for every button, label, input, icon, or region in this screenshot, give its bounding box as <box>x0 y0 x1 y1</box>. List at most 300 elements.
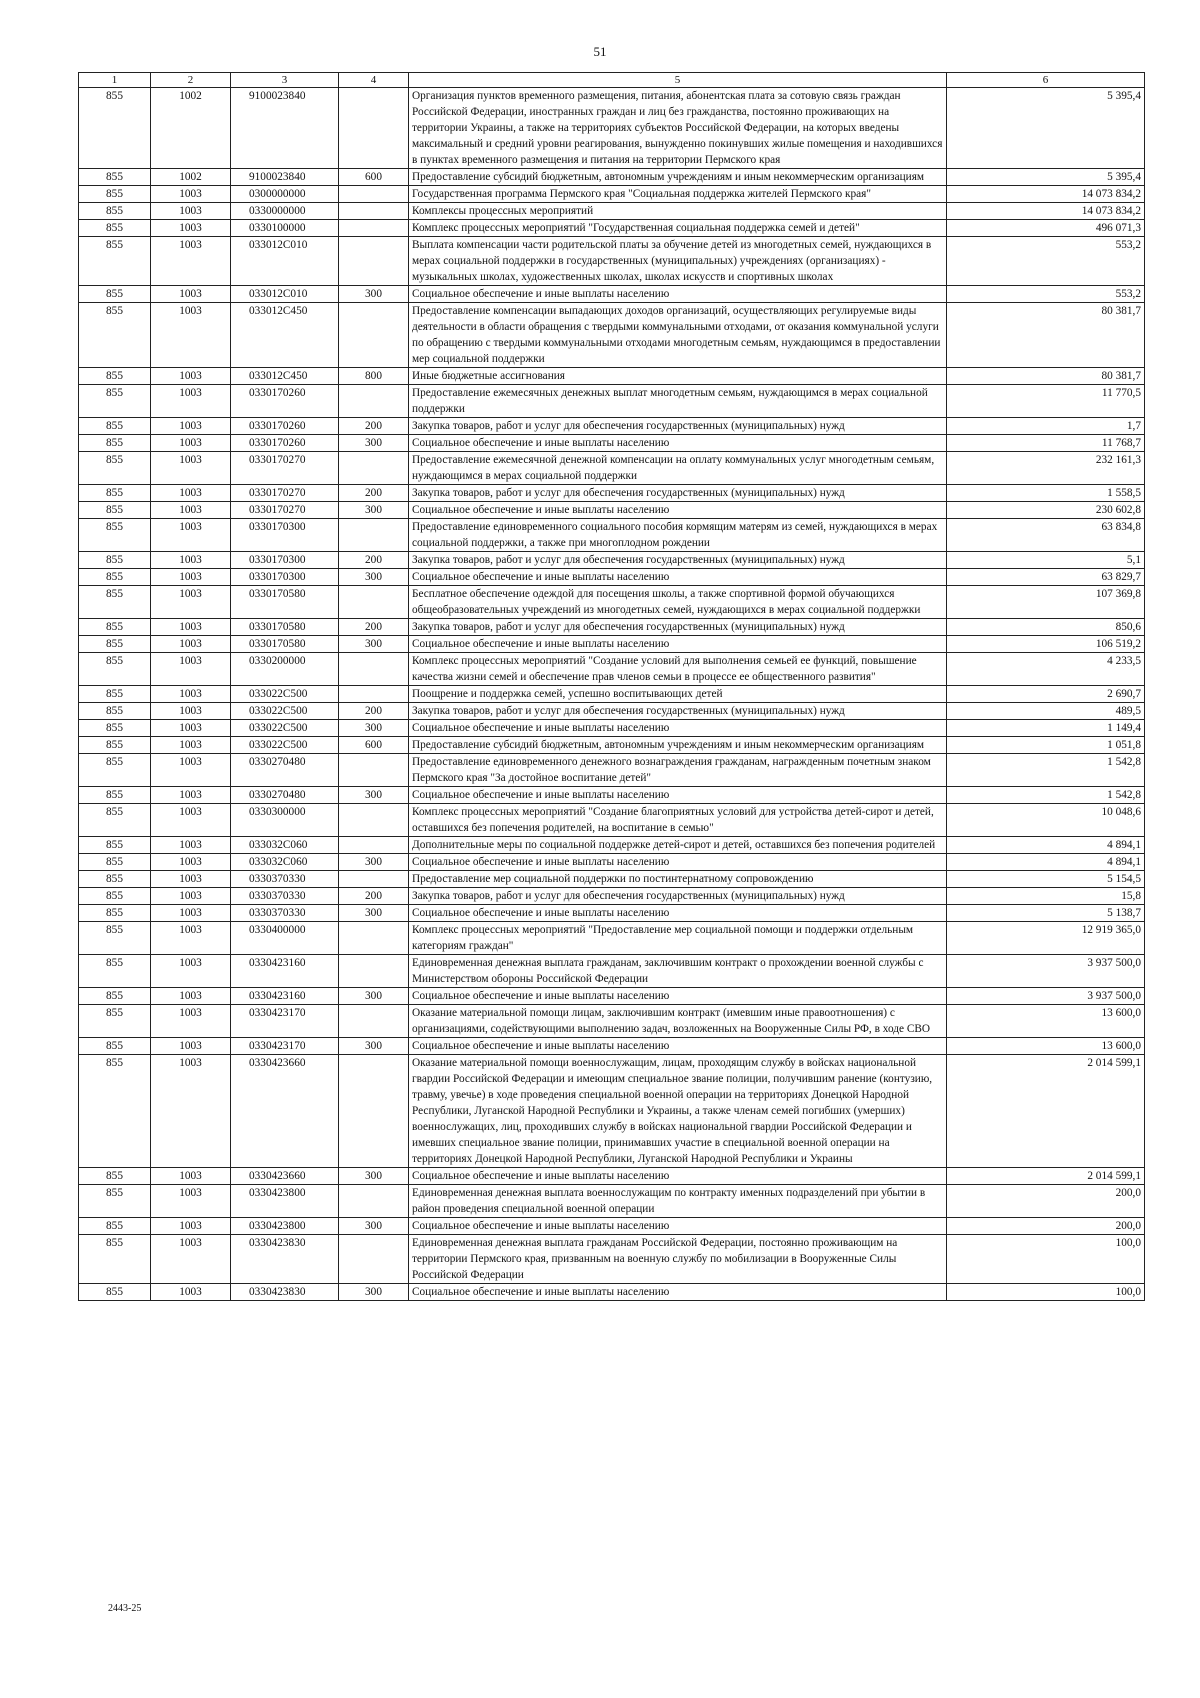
target-cell: 0330170270 <box>231 452 339 485</box>
column-header: 6 <box>947 73 1145 88</box>
table-row <box>79 619 1145 636</box>
table-row <box>79 922 1145 955</box>
amount-cell: 553,2 <box>947 237 1145 286</box>
column-header: 2 <box>151 73 231 88</box>
table-row <box>79 569 1145 586</box>
code-cell: 855 <box>79 737 151 754</box>
table-row <box>79 787 1145 804</box>
amount-cell: 11 768,7 <box>947 435 1145 452</box>
code-cell: 855 <box>79 418 151 435</box>
type-cell <box>339 653 409 686</box>
code-cell: 855 <box>79 88 151 169</box>
table-row <box>79 988 1145 1005</box>
section-cell: 1003 <box>151 485 231 502</box>
table-row <box>79 686 1145 703</box>
section-cell: 1003 <box>151 888 231 905</box>
type-cell <box>339 385 409 418</box>
section-cell: 1003 <box>151 686 231 703</box>
type-cell <box>339 922 409 955</box>
code-cell: 855 <box>79 1218 151 1235</box>
type-cell <box>339 804 409 837</box>
target-cell: 0330170260 <box>231 418 339 435</box>
table-row <box>79 1038 1145 1055</box>
target-cell: 0330170580 <box>231 586 339 619</box>
amount-cell: 80 381,7 <box>947 303 1145 368</box>
amount-cell: 4 894,1 <box>947 854 1145 871</box>
table-row <box>79 703 1145 720</box>
section-cell: 1003 <box>151 1185 231 1218</box>
target-cell: 0330170580 <box>231 619 339 636</box>
type-cell <box>339 186 409 203</box>
type-cell: 300 <box>339 1284 409 1301</box>
table-row <box>79 303 1145 368</box>
description-cell: Социальное обеспечение и иные выплаты населению <box>409 905 947 922</box>
amount-cell: 10 048,6 <box>947 804 1145 837</box>
target-cell: 0330423830 <box>231 1235 339 1284</box>
target-cell: 033032С060 <box>231 854 339 871</box>
table-row <box>79 1005 1145 1038</box>
code-cell: 855 <box>79 186 151 203</box>
section-cell: 1003 <box>151 519 231 552</box>
type-cell: 800 <box>339 368 409 385</box>
target-cell: 0330270480 <box>231 787 339 804</box>
table-row <box>79 385 1145 418</box>
target-cell: 0330423660 <box>231 1168 339 1185</box>
description-cell: Социальное обеспечение и иные выплаты населению <box>409 854 947 871</box>
description-cell: Социальное обеспечение и иные выплаты населению <box>409 1168 947 1185</box>
target-cell: 9100023840 <box>231 88 339 169</box>
amount-cell: 2 690,7 <box>947 686 1145 703</box>
code-cell: 855 <box>79 220 151 237</box>
table-row <box>79 955 1145 988</box>
code-cell: 855 <box>79 435 151 452</box>
code-cell: 855 <box>79 888 151 905</box>
column-header: 5 <box>409 73 947 88</box>
amount-cell: 13 600,0 <box>947 1005 1145 1038</box>
description-cell: Комплексы процессных мероприятий <box>409 203 947 220</box>
amount-cell: 5 154,5 <box>947 871 1145 888</box>
amount-cell: 14 073 834,2 <box>947 203 1145 220</box>
description-cell: Поощрение и поддержка семей, успешно воспитывающих детей <box>409 686 947 703</box>
description-cell: Закупка товаров, работ и услуг для обеспечения государственных (муниципальных) нужд <box>409 418 947 435</box>
amount-cell: 1 558,5 <box>947 485 1145 502</box>
section-cell: 1003 <box>151 1005 231 1038</box>
amount-cell: 5 138,7 <box>947 905 1145 922</box>
description-cell: Предоставление единовременного социального пособия кормящим матерям из семей, нуждающихся в мерах социальной поддержки, а также при многоплодном рождении <box>409 519 947 552</box>
description-cell: Социальное обеспечение и иные выплаты населению <box>409 988 947 1005</box>
target-cell: 0330000000 <box>231 203 339 220</box>
section-cell: 1003 <box>151 1055 231 1168</box>
type-cell <box>339 1055 409 1168</box>
amount-cell: 4 233,5 <box>947 653 1145 686</box>
amount-cell: 1 542,8 <box>947 787 1145 804</box>
amount-cell: 11 770,5 <box>947 385 1145 418</box>
table-row <box>79 435 1145 452</box>
code-cell: 855 <box>79 286 151 303</box>
target-cell: 033022С500 <box>231 703 339 720</box>
code-cell: 855 <box>79 837 151 854</box>
section-cell: 1003 <box>151 636 231 653</box>
table-row <box>79 1055 1145 1168</box>
type-cell <box>339 237 409 286</box>
section-cell: 1003 <box>151 703 231 720</box>
column-header: 4 <box>339 73 409 88</box>
amount-cell: 106 519,2 <box>947 636 1145 653</box>
table-row <box>79 1168 1145 1185</box>
code-cell: 855 <box>79 203 151 220</box>
table-row <box>79 418 1145 435</box>
section-cell: 1003 <box>151 502 231 519</box>
type-cell: 200 <box>339 418 409 435</box>
type-cell <box>339 1235 409 1284</box>
table-row <box>79 653 1145 686</box>
type-cell <box>339 519 409 552</box>
description-cell: Предоставление субсидий бюджетным, автономным учреждениям и иным некоммерческим организациям <box>409 737 947 754</box>
description-cell: Закупка товаров, работ и услуг для обеспечения государственных (муниципальных) нужд <box>409 619 947 636</box>
code-cell: 855 <box>79 720 151 737</box>
code-cell: 855 <box>79 1005 151 1038</box>
section-cell: 1003 <box>151 988 231 1005</box>
amount-cell: 230 602,8 <box>947 502 1145 519</box>
table-row <box>79 552 1145 569</box>
section-cell: 1003 <box>151 871 231 888</box>
type-cell: 300 <box>339 1168 409 1185</box>
target-cell: 033012С010 <box>231 286 339 303</box>
target-cell: 0330170260 <box>231 435 339 452</box>
table-row <box>79 586 1145 619</box>
amount-cell: 5 395,4 <box>947 88 1145 169</box>
code-cell: 855 <box>79 169 151 186</box>
table-row <box>79 804 1145 837</box>
description-cell: Социальное обеспечение и иные выплаты населению <box>409 435 947 452</box>
section-cell: 1003 <box>151 303 231 368</box>
description-cell: Дополнительные меры по социальной поддержке детей-сирот и детей, оставшихся без попечения родителей <box>409 837 947 854</box>
type-cell <box>339 955 409 988</box>
target-cell: 0330423160 <box>231 988 339 1005</box>
type-cell <box>339 1005 409 1038</box>
target-cell: 0330423800 <box>231 1218 339 1235</box>
table-row <box>79 1235 1145 1284</box>
type-cell: 200 <box>339 703 409 720</box>
amount-cell: 1 149,4 <box>947 720 1145 737</box>
description-cell: Социальное обеспечение и иные выплаты населению <box>409 1038 947 1055</box>
target-cell: 0330423160 <box>231 955 339 988</box>
target-cell: 0330370330 <box>231 888 339 905</box>
amount-cell: 489,5 <box>947 703 1145 720</box>
target-cell: 0330423800 <box>231 1185 339 1218</box>
code-cell: 855 <box>79 1168 151 1185</box>
target-cell: 0330423170 <box>231 1038 339 1055</box>
section-cell: 1003 <box>151 1284 231 1301</box>
section-cell: 1003 <box>151 237 231 286</box>
type-cell: 300 <box>339 435 409 452</box>
table-row <box>79 636 1145 653</box>
type-cell <box>339 871 409 888</box>
description-cell: Социальное обеспечение и иные выплаты населению <box>409 636 947 653</box>
description-cell: Организация пунктов временного размещения, питания, абонентская плата за сотовую связь граждан Российской Федерации, иностранных граждан и лиц без гражданства, постоянно проживающих на территории Украины, а также на территориях субъектов Российской Федерации, на которых введены максимальный и средний уровни реагирования, вынужденно покинувших жилые помещения и находившихся в пунктах временного размещения и питания на территории Пермского края <box>409 88 947 169</box>
target-cell: 0330170300 <box>231 519 339 552</box>
target-cell: 9100023840 <box>231 169 339 186</box>
section-cell: 1003 <box>151 368 231 385</box>
description-cell: Единовременная денежная выплата военнослужащим по контракту именных подразделений при убытии в район проведения специальной военной операции <box>409 1185 947 1218</box>
target-cell: 0330100000 <box>231 220 339 237</box>
target-cell: 0330170270 <box>231 502 339 519</box>
code-cell: 855 <box>79 988 151 1005</box>
code-cell: 855 <box>79 754 151 787</box>
target-cell: 033012С450 <box>231 303 339 368</box>
type-cell: 300 <box>339 569 409 586</box>
code-cell: 855 <box>79 1038 151 1055</box>
table-row <box>79 737 1145 754</box>
type-cell <box>339 203 409 220</box>
table-row <box>79 237 1145 286</box>
code-cell: 855 <box>79 586 151 619</box>
code-cell: 855 <box>79 519 151 552</box>
section-cell: 1003 <box>151 720 231 737</box>
amount-cell: 63 829,7 <box>947 569 1145 586</box>
description-cell: Предоставление мер социальной поддержки по постинтернатному сопровождению <box>409 871 947 888</box>
table-row <box>79 754 1145 787</box>
description-cell: Комплекс процессных мероприятий "Предоставление мер социальной помощи и поддержки отдельным категориям граждан" <box>409 922 947 955</box>
description-cell: Предоставление ежемесячной денежной компенсации на оплату коммунальных услуг многодетным семьям, нуждающимся в мерах социальной поддержки <box>409 452 947 485</box>
table-row <box>79 368 1145 385</box>
description-cell: Единовременная денежная выплата гражданам Российской Федерации, постоянно проживающим на территории Пермского края, призванным на военную службу по мобилизации в Вооруженные Силы Российской Федерации <box>409 1235 947 1284</box>
document-code: 2443-25 <box>108 1603 142 1614</box>
table-row <box>79 1185 1145 1218</box>
column-header: 3 <box>231 73 339 88</box>
amount-cell: 1 051,8 <box>947 737 1145 754</box>
code-cell: 855 <box>79 854 151 871</box>
amount-cell: 2 014 599,1 <box>947 1055 1145 1168</box>
amount-cell: 100,0 <box>947 1235 1145 1284</box>
code-cell: 855 <box>79 804 151 837</box>
code-cell: 855 <box>79 636 151 653</box>
table-row <box>79 1284 1145 1301</box>
code-cell: 855 <box>79 502 151 519</box>
code-cell: 855 <box>79 1185 151 1218</box>
amount-cell: 5,1 <box>947 552 1145 569</box>
target-cell: 033012С450 <box>231 368 339 385</box>
type-cell: 300 <box>339 1218 409 1235</box>
target-cell: 0330170270 <box>231 485 339 502</box>
table-row <box>79 203 1145 220</box>
amount-cell: 850,6 <box>947 619 1145 636</box>
table-row <box>79 485 1145 502</box>
type-cell: 300 <box>339 905 409 922</box>
description-cell: Предоставление единовременного денежного вознаграждения гражданам, награжденным почетным знаком Пермского края "За достойное воспитание детей" <box>409 754 947 787</box>
code-cell: 855 <box>79 686 151 703</box>
type-cell: 300 <box>339 854 409 871</box>
target-cell: 0330423660 <box>231 1055 339 1168</box>
section-cell: 1003 <box>151 653 231 686</box>
section-cell: 1003 <box>151 905 231 922</box>
code-cell: 855 <box>79 619 151 636</box>
type-cell <box>339 88 409 169</box>
description-cell: Социальное обеспечение и иные выплаты населению <box>409 286 947 303</box>
code-cell: 855 <box>79 955 151 988</box>
code-cell: 855 <box>79 922 151 955</box>
target-cell: 033032С060 <box>231 837 339 854</box>
section-cell: 1003 <box>151 569 231 586</box>
amount-cell: 200,0 <box>947 1185 1145 1218</box>
table-row <box>79 452 1145 485</box>
type-cell: 300 <box>339 988 409 1005</box>
section-cell: 1003 <box>151 619 231 636</box>
description-cell: Закупка товаров, работ и услуг для обеспечения государственных (муниципальных) нужд <box>409 485 947 502</box>
type-cell: 300 <box>339 720 409 737</box>
type-cell: 600 <box>339 169 409 186</box>
table-row <box>79 186 1145 203</box>
code-cell: 855 <box>79 452 151 485</box>
description-cell: Закупка товаров, работ и услуг для обеспечения государственных (муниципальных) нужд <box>409 888 947 905</box>
code-cell: 855 <box>79 787 151 804</box>
amount-cell: 1 542,8 <box>947 754 1145 787</box>
amount-cell: 200,0 <box>947 1218 1145 1235</box>
description-cell: Иные бюджетные ассигнования <box>409 368 947 385</box>
target-cell: 0330400000 <box>231 922 339 955</box>
target-cell: 0330170580 <box>231 636 339 653</box>
description-cell: Социальное обеспечение и иные выплаты населению <box>409 720 947 737</box>
type-cell: 300 <box>339 502 409 519</box>
amount-cell: 553,2 <box>947 286 1145 303</box>
description-cell: Закупка товаров, работ и услуг для обеспечения государственных (муниципальных) нужд <box>409 552 947 569</box>
target-cell: 0330170300 <box>231 552 339 569</box>
type-cell: 300 <box>339 636 409 653</box>
code-cell: 855 <box>79 703 151 720</box>
description-cell: Бесплатное обеспечение одеждой для посещения школы, а также спортивной формой обучающихся общеобразовательных учреждений из многодетных семей, нуждающихся в мерах социальной поддержки <box>409 586 947 619</box>
section-cell: 1003 <box>151 754 231 787</box>
table-body <box>79 88 1145 1301</box>
amount-cell: 15,8 <box>947 888 1145 905</box>
amount-cell: 1,7 <box>947 418 1145 435</box>
section-cell: 1003 <box>151 837 231 854</box>
table-row <box>79 519 1145 552</box>
amount-cell: 14 073 834,2 <box>947 186 1145 203</box>
amount-cell: 5 395,4 <box>947 169 1145 186</box>
section-cell: 1003 <box>151 955 231 988</box>
table-row <box>79 905 1145 922</box>
description-cell: Единовременная денежная выплата гражданам, заключившим контракт о прохождении военной службы с Министерством обороны Российской Федерации <box>409 955 947 988</box>
type-cell <box>339 754 409 787</box>
section-cell: 1002 <box>151 169 231 186</box>
description-cell: Социальное обеспечение и иные выплаты населению <box>409 787 947 804</box>
table-row <box>79 837 1145 854</box>
description-cell: Социальное обеспечение и иные выплаты населению <box>409 502 947 519</box>
amount-cell: 80 381,7 <box>947 368 1145 385</box>
target-cell: 0330170260 <box>231 385 339 418</box>
table-row <box>79 888 1145 905</box>
description-cell: Государственная программа Пермского края "Социальная поддержка жителей Пермского края" <box>409 186 947 203</box>
amount-cell: 232 161,3 <box>947 452 1145 485</box>
section-cell: 1003 <box>151 385 231 418</box>
column-header: 1 <box>79 73 151 88</box>
section-cell: 1003 <box>151 552 231 569</box>
description-cell: Социальное обеспечение и иные выплаты населению <box>409 569 947 586</box>
amount-cell: 496 071,3 <box>947 220 1145 237</box>
type-cell: 200 <box>339 552 409 569</box>
code-cell: 855 <box>79 1284 151 1301</box>
description-cell: Комплекс процессных мероприятий "Государственная социальная поддержка семей и детей" <box>409 220 947 237</box>
target-cell: 0330370330 <box>231 871 339 888</box>
type-cell <box>339 452 409 485</box>
code-cell: 855 <box>79 905 151 922</box>
type-cell <box>339 220 409 237</box>
section-cell: 1003 <box>151 1168 231 1185</box>
table-row <box>79 720 1145 737</box>
target-cell: 0330300000 <box>231 804 339 837</box>
table-row <box>79 1218 1145 1235</box>
target-cell: 0330170300 <box>231 569 339 586</box>
amount-cell: 107 369,8 <box>947 586 1145 619</box>
type-cell: 300 <box>339 286 409 303</box>
description-cell: Комплекс процессных мероприятий "Создание благоприятных условий для устройства детей-сирот и детей, оставшихся без попечения родителей, на воспитание в семью" <box>409 804 947 837</box>
header-row <box>79 73 1145 88</box>
type-cell: 300 <box>339 787 409 804</box>
code-cell: 855 <box>79 303 151 368</box>
type-cell: 200 <box>339 485 409 502</box>
type-cell: 200 <box>339 619 409 636</box>
description-cell: Социальное обеспечение и иные выплаты населению <box>409 1284 947 1301</box>
section-cell: 1003 <box>151 286 231 303</box>
section-cell: 1003 <box>151 804 231 837</box>
section-cell: 1003 <box>151 1235 231 1284</box>
section-cell: 1003 <box>151 922 231 955</box>
amount-cell: 2 014 599,1 <box>947 1168 1145 1185</box>
target-cell: 033022С500 <box>231 686 339 703</box>
table-row <box>79 502 1145 519</box>
target-cell: 0330200000 <box>231 653 339 686</box>
description-cell: Выплата компенсации части родительской платы за обучение детей из многодетных семей, нуждающихся в мерах социальной поддержки в государственных (муниципальных) учреждениях (организациях) - музыкальных школах, художественных школах, школах искусств и спортивных школах <box>409 237 947 286</box>
code-cell: 855 <box>79 871 151 888</box>
section-cell: 1002 <box>151 88 231 169</box>
amount-cell: 13 600,0 <box>947 1038 1145 1055</box>
code-cell: 855 <box>79 653 151 686</box>
code-cell: 855 <box>79 569 151 586</box>
description-cell: Закупка товаров, работ и услуг для обеспечения государственных (муниципальных) нужд <box>409 703 947 720</box>
type-cell <box>339 586 409 619</box>
type-cell: 300 <box>339 1038 409 1055</box>
type-cell: 200 <box>339 888 409 905</box>
table-row <box>79 854 1145 871</box>
amount-cell: 4 894,1 <box>947 837 1145 854</box>
target-cell: 033022С500 <box>231 720 339 737</box>
target-cell: 0330423170 <box>231 1005 339 1038</box>
code-cell: 855 <box>79 1235 151 1284</box>
section-cell: 1003 <box>151 1038 231 1055</box>
target-cell: 0330423830 <box>231 1284 339 1301</box>
table-row <box>79 286 1145 303</box>
target-cell: 0330370330 <box>231 905 339 922</box>
type-cell <box>339 686 409 703</box>
type-cell: 600 <box>339 737 409 754</box>
amount-cell: 3 937 500,0 <box>947 955 1145 988</box>
section-cell: 1003 <box>151 452 231 485</box>
section-cell: 1003 <box>151 220 231 237</box>
type-cell <box>339 303 409 368</box>
section-cell: 1003 <box>151 203 231 220</box>
section-cell: 1003 <box>151 435 231 452</box>
description-cell: Комплекс процессных мероприятий "Создание условий для выполнения семьей ее функций, повышение качества жизни семей и обеспечение прав членов семьи в процессе ее общественного развития" <box>409 653 947 686</box>
description-cell: Оказание материальной помощи лицам, заключившим контракт (имевшим иные правоотношения) с организациями, содействующими выполнению задач, возложенных на Вооруженные Силы РФ, в ходе СВО <box>409 1005 947 1038</box>
table-row <box>79 220 1145 237</box>
table-row <box>79 871 1145 888</box>
section-cell: 1003 <box>151 586 231 619</box>
table-row <box>79 88 1145 169</box>
description-cell: Социальное обеспечение и иные выплаты населению <box>409 1218 947 1235</box>
description-cell: Оказание материальной помощи военнослужащим, лицам, проходящим службу в войсках национальной гвардии Российской Федерации и имеющим специальное звание полиции, получившим ранение (контузию, травму, увечье) в ходе проведения специальной военной операции на территориях Донецкой Народной Республики, Луганской Народной Республики и Украины, а также членам семей погибших (умерших) военнослужащих, лиц, проходивших службу в войсках национальной гвардии Российской Федерации и имевших специальное звание полиции, принимавших участие в специальной военной операции на территориях Донецкой Народной Республики, Луганской Народной Республики и Украины <box>409 1055 947 1168</box>
section-cell: 1003 <box>151 1218 231 1235</box>
type-cell <box>339 837 409 854</box>
